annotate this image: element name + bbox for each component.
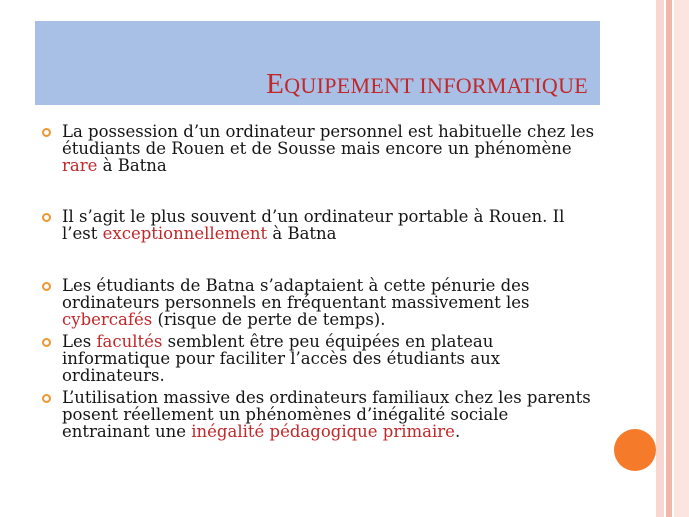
bullet-text: La possession d’un ordinateur personnel est habituelle chez les étudiants de Rouen et de Sousse mais encore un phénomène (62, 122, 595, 158)
decorative-circle (614, 429, 656, 471)
bullet-highlight: inégalité pédagogique primaire (191, 422, 455, 441)
right-border-stripe (666, 0, 672, 517)
title-band (35, 21, 600, 105)
bullet-item (40, 123, 600, 174)
bullet-text: à Batna (97, 156, 167, 175)
bullet-text: semblent être peu équipées en plateau informatique pour faciliter l’accès des étudiants aux ordinateurs. (62, 332, 501, 385)
bullet-circle-icon (42, 128, 51, 137)
bullet-highlight: cybercafés (62, 310, 153, 329)
slide-title (266, 70, 588, 99)
slide-title-rest: QUIPEMENT INFORMATIQUE (284, 73, 588, 98)
bullet-text: Les étudiants de Batna s’adaptaient à cette pénurie des ordinateurs personnels en fréquentant massivement les (62, 276, 530, 312)
bullet-highlight: rare (62, 156, 98, 175)
bullet-circle-icon (42, 213, 51, 222)
bullet-item (40, 208, 600, 242)
bullet-highlight: facultés (96, 332, 163, 351)
bullet-item (40, 389, 600, 440)
bullet-text: (risque de perte de temps). (152, 310, 386, 329)
slide-title-initial: E (266, 68, 285, 100)
bullet-item (40, 333, 600, 384)
right-border-stripe (674, 0, 689, 517)
bullet-highlight: exceptionnellement (102, 224, 268, 243)
bullet-text: Les (62, 332, 97, 351)
bullet-list (40, 120, 600, 440)
bullet-text: Il s’agit le plus souvent d’un ordinateur portable à Rouen. Il l’est (62, 207, 565, 243)
bullet-text: . (454, 422, 461, 441)
bullet-circle-icon (42, 338, 51, 347)
bullet-item (40, 277, 600, 328)
bullet-text: à Batna (267, 224, 337, 243)
right-border-stripe (656, 0, 664, 517)
bullet-circle-icon (42, 394, 51, 403)
bullet-circle-icon (42, 282, 51, 291)
bullet-text: L’utilisation massive des ordinateurs familiaux chez les parents posent réellement un phénomènes d’inégalité sociale entrainant une (62, 388, 591, 441)
